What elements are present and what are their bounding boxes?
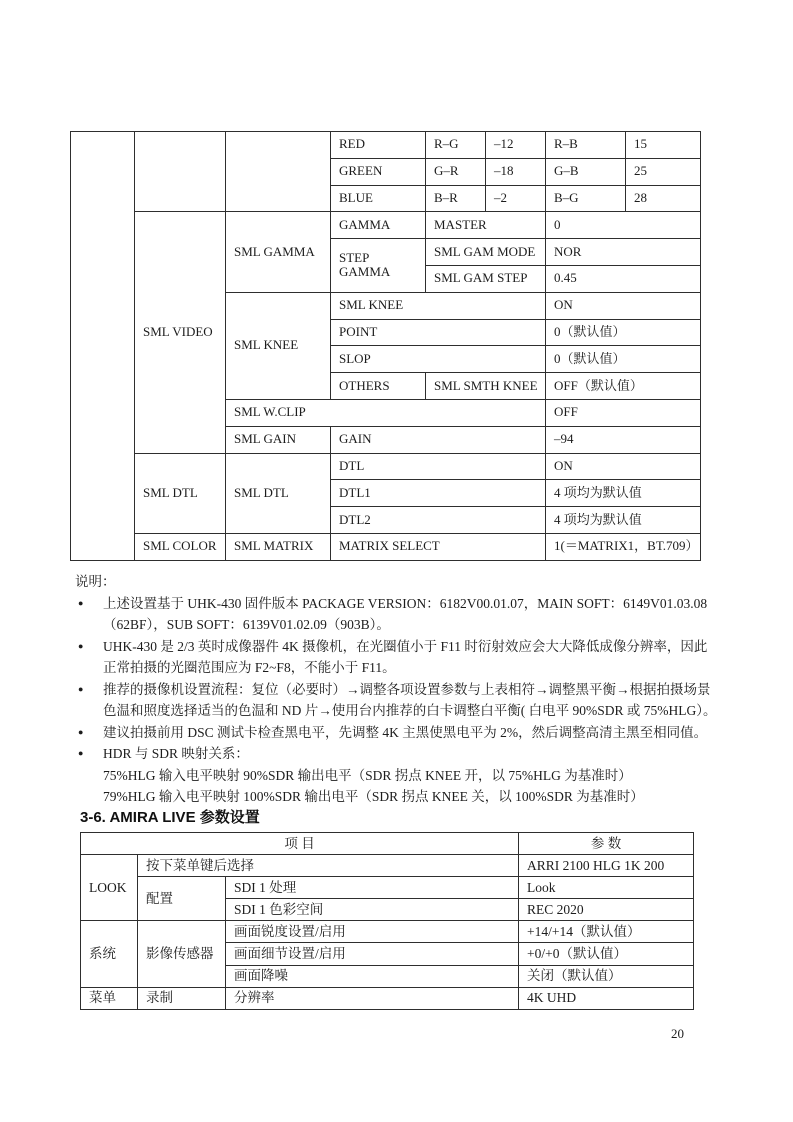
cell: POINT — [331, 319, 546, 346]
cell-sml-gain: SML GAIN — [226, 426, 331, 453]
cell-rec: 录制 — [138, 987, 226, 1009]
cell-sensor: 影像传感器 — [138, 921, 226, 987]
table-row — [71, 212, 701, 239]
cell: 关闭（默认值） — [519, 965, 694, 987]
cell: –12 — [486, 132, 546, 159]
cell-system: 系统 — [81, 921, 138, 987]
cell-sml-video: SML VIDEO — [135, 212, 226, 453]
bullet-icon: ● — [78, 640, 84, 651]
cell: SML KNEE — [331, 292, 546, 319]
cell: –2 — [486, 185, 546, 212]
amira-live-table — [80, 832, 694, 1010]
cell-sml-matrix: SML MATRIX — [226, 533, 331, 560]
page-number: 20 — [671, 1026, 684, 1041]
cell: 4K UHD — [519, 987, 694, 1009]
list-item — [75, 593, 775, 636]
cell: SDI 1 色彩空间 — [226, 899, 519, 921]
cell-sml-dtl-group: SML DTL — [135, 453, 226, 533]
amira-live-table-wrap — [80, 832, 694, 1010]
cell-sml-knee: SML KNEE — [226, 292, 331, 399]
cell: –94 — [546, 426, 701, 453]
cell: 15 — [626, 132, 701, 159]
cell-sml-gamma: SML GAMMA — [226, 212, 331, 292]
cell: BLUE — [331, 185, 426, 212]
notes-label: 说明： — [75, 574, 116, 589]
note-line: 上述设置基于 UHK-430 固件版本 PACKAGE VERSION：6182V00.01.07，MAIN SOFT：6149V01.03.08 — [103, 595, 708, 611]
bullet-icon: ● — [78, 726, 84, 737]
cell: REC 2020 — [519, 899, 694, 921]
cell: +14/+14（默认值） — [519, 921, 694, 943]
note-line: 建议拍摄前用 DSC 测试卡检查黑电平，先调整 4K 主黑使黑电平为 2%，然后调整高清主黑至相同值。 — [103, 724, 708, 740]
cell: Look — [519, 877, 694, 899]
cell: G–R — [426, 158, 486, 185]
table-row — [81, 921, 694, 943]
cell-menu: 菜单 — [81, 987, 138, 1009]
cell: OFF — [546, 399, 701, 426]
cell: MATRIX SELECT — [331, 533, 546, 560]
cell: ON — [546, 292, 701, 319]
table-row — [81, 855, 694, 877]
cell: ON — [546, 453, 701, 480]
cell: –18 — [486, 158, 546, 185]
bullet-icon: ● — [78, 683, 84, 694]
list-item — [75, 743, 775, 808]
cell: 4 项均为默认值 — [546, 507, 701, 534]
cell: OFF（默认值） — [546, 373, 701, 400]
cell: DTL2 — [331, 507, 546, 534]
cell-sml-wclip: SML W.CLIP — [226, 399, 546, 426]
bullet-icon: ● — [78, 597, 84, 608]
note-line: 色温和照度选择适当的色温和 ND 片→使用台内推荐的白卡调整白平衡( 白电平 90%SDR 或 75%HLG）。 — [103, 703, 717, 718]
table-row — [81, 987, 694, 1009]
cell: 画面锐度设置/启用 — [226, 921, 519, 943]
empty-cell — [135, 132, 226, 212]
note-line: 75%HLG 输入电平映射 90%SDR 输出电平（SDR 拐点 KNEE 开，以 75%HLG 为基准时） — [103, 767, 632, 783]
cell: 0 — [546, 212, 701, 239]
note-line: 正常拍摄的光圈范围应为 F2~F8，不能小于 F11。 — [103, 660, 396, 675]
table-row — [81, 877, 694, 899]
cell-look: LOOK — [81, 855, 138, 921]
table-row — [71, 453, 701, 480]
list-item — [75, 722, 775, 744]
table-header-row — [81, 833, 694, 855]
cell: 0（默认值） — [546, 319, 701, 346]
cell-sml-dtl: SML DTL — [226, 453, 331, 533]
camera-settings-table-wrap — [70, 131, 701, 561]
cell: 按下菜单键后选择 — [138, 855, 519, 877]
cell: R–B — [546, 132, 626, 159]
cell: RED — [331, 132, 426, 159]
notes-section — [75, 571, 775, 808]
note-line: UHK-430 是 2/3 英时成像器件 4K 摄像机，在光圈值小于 F11 时衍射效应会大大降低成像分辨率，因此 — [103, 638, 708, 654]
note-line: （62BF），SUB SOFT：6139V01.02.09（903B）。 — [103, 617, 390, 632]
cell: +0/+0（默认值） — [519, 943, 694, 965]
bullet-icon: ● — [78, 748, 84, 758]
cell: NOR — [546, 239, 701, 266]
cell: B–R — [426, 185, 486, 212]
cell: 0（默认值） — [546, 346, 701, 373]
note-line: 79%HLG 输入电平映射 100%SDR 输出电平（SDR 拐点 KNEE 关，以 100%SDR 为基准时） — [103, 789, 644, 804]
cell: GAIN — [331, 426, 546, 453]
table-row — [71, 132, 701, 159]
list-item — [75, 679, 775, 722]
cell: SML GAM MODE — [426, 239, 546, 266]
section-heading: 3-6. AMIRA LIVE 参数设置 — [80, 809, 260, 826]
cell: OTHERS — [331, 373, 426, 400]
cell: B–G — [546, 185, 626, 212]
camera-settings-table — [70, 131, 701, 561]
cell: SML SMTH KNEE — [426, 373, 546, 400]
cell: GAMMA — [331, 212, 426, 239]
cell: 分辨率 — [226, 987, 519, 1009]
cell-step-gamma: STEP GAMMA — [331, 239, 426, 293]
cell: SML GAM STEP — [426, 265, 546, 292]
cell: 1(＝MATRIX1，BT.709） — [546, 533, 701, 560]
cell: 28 — [626, 185, 701, 212]
cell: G–B — [546, 158, 626, 185]
list-item — [75, 636, 775, 679]
empty-cell — [71, 132, 135, 561]
cell: 画面细节设置/启用 — [226, 943, 519, 965]
cell: GREEN — [331, 158, 426, 185]
cell: MASTER — [426, 212, 546, 239]
note-line: HDR 与 SDR 映射关系： — [103, 746, 249, 761]
table-row — [71, 533, 701, 560]
note-line: 推荐的摄像机设置流程：复位（必要时）→调整各项设置参数与上表相符→调整黑平衡→根据拍摄场景 — [103, 681, 711, 697]
cell: 0.45 — [546, 265, 701, 292]
cell: 4 项均为默认值 — [546, 480, 701, 507]
empty-cell — [226, 132, 331, 212]
cell: R–G — [426, 132, 486, 159]
column-header-param: 参 数 — [519, 833, 694, 855]
cell: 画面降噪 — [226, 965, 519, 987]
cell: DTL — [331, 453, 546, 480]
cell: DTL1 — [331, 480, 546, 507]
cell: SDI 1 处理 — [226, 877, 519, 899]
cell: ARRI 2100 HLG 1K 200 — [519, 855, 694, 877]
cell: 25 — [626, 158, 701, 185]
cell-config: 配置 — [138, 877, 226, 921]
column-header-item: 项 目 — [81, 833, 519, 855]
cell: SLOP — [331, 346, 546, 373]
cell-sml-color: SML COLOR — [135, 533, 226, 560]
